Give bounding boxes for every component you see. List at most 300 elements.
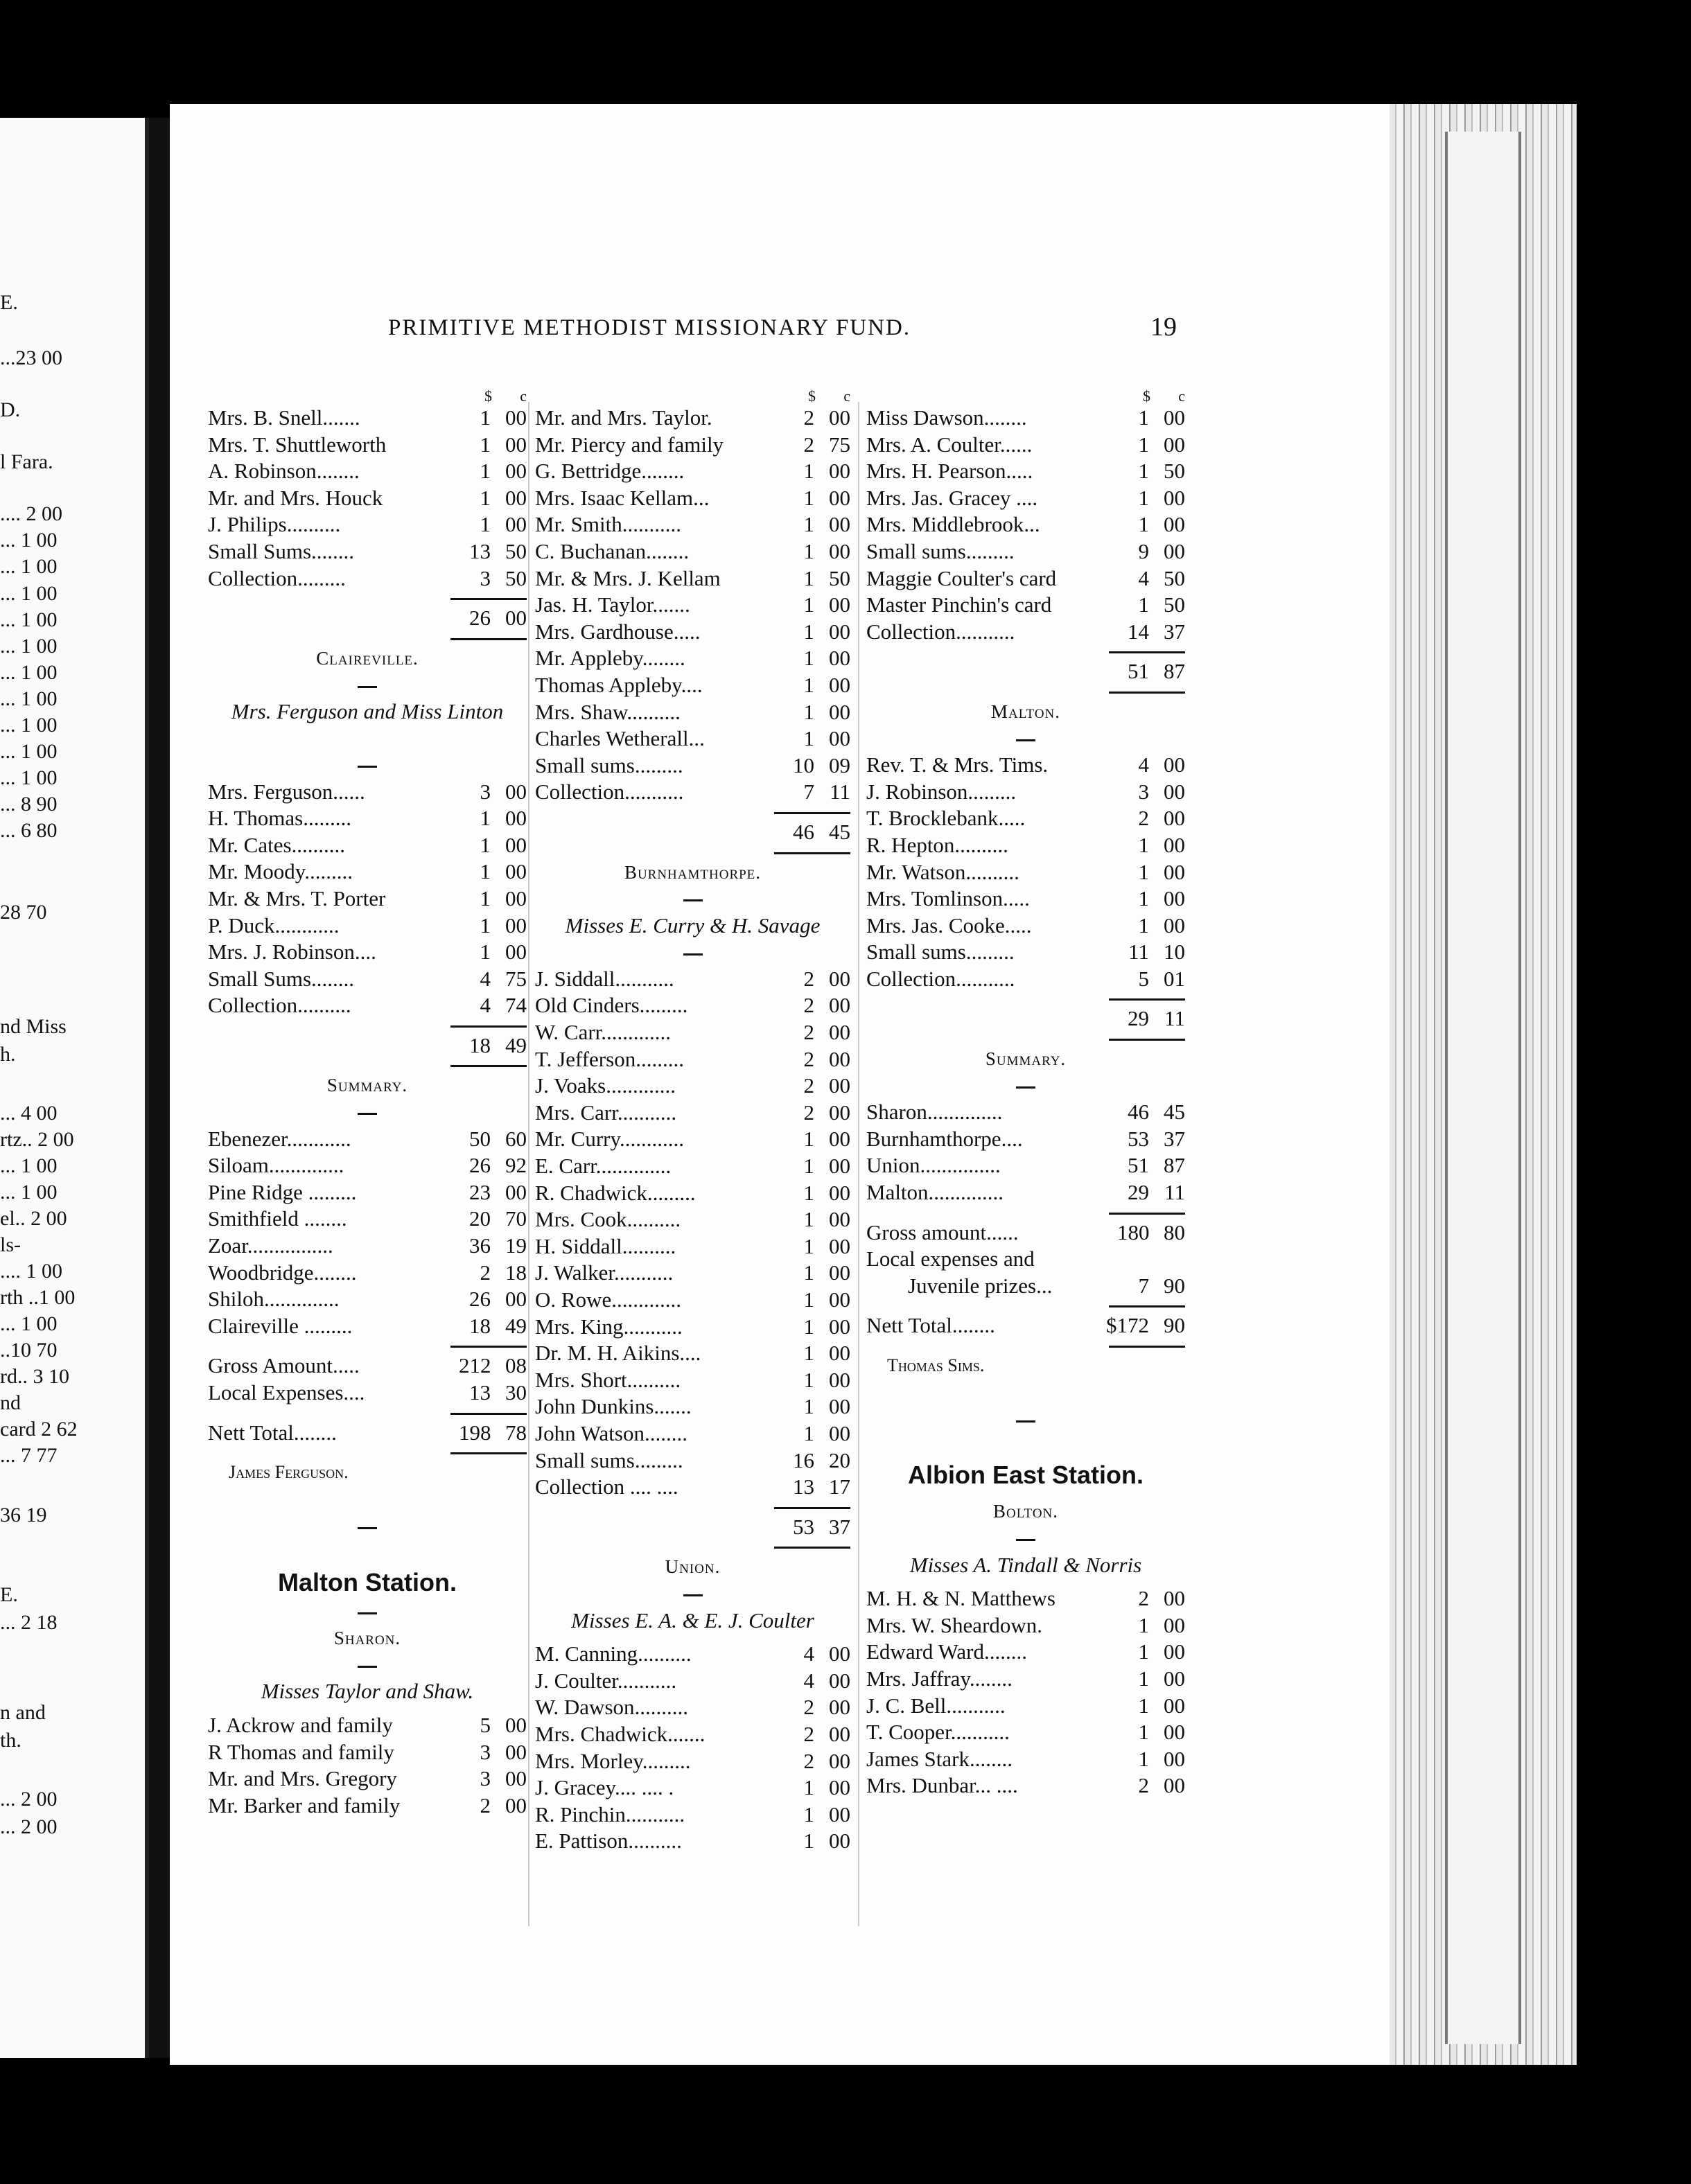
cents-value: 00 [829, 485, 850, 510]
entry-name: Small sums......... [535, 752, 683, 777]
summary-list [208, 1126, 527, 1340]
list-item [535, 538, 850, 565]
list-item [208, 832, 527, 859]
cents-value: 00 [829, 993, 850, 1018]
list-item [535, 1153, 850, 1180]
dollars-value: 7 [803, 780, 814, 804]
entry-name: Malton.............. [866, 1180, 1004, 1205]
cents-value: 00 [505, 405, 527, 430]
entry-name: R Thomas and family [208, 1739, 394, 1764]
list-item [535, 1126, 850, 1153]
entry-name: Mr. Barker and family [208, 1793, 401, 1817]
section-title: Sharon. [333, 1628, 401, 1649]
dollars-value: 2 [1138, 1773, 1149, 1798]
list-item [208, 858, 527, 886]
cents-value: 00 [1164, 512, 1185, 537]
entry-name: J. Coulter........... [535, 1668, 677, 1693]
dollars-value: 4 [803, 1641, 814, 1666]
dollars-value: 1 [1138, 432, 1149, 457]
list-item [535, 725, 850, 752]
cents-value: 19 [505, 1233, 527, 1258]
dollars-value: 1 [480, 512, 491, 537]
entry-name: Collection........... [866, 966, 1015, 991]
entry-name: Mrs. J. Robinson.... [208, 940, 376, 965]
cents-value: 70 [505, 1206, 527, 1231]
entry-name: Mrs. Jas. Cooke..... [866, 913, 1032, 937]
cents-value: 00 [829, 1829, 850, 1853]
list-item [535, 779, 850, 806]
entry-name: A. Robinson........ [208, 459, 360, 484]
dollars-value: 18 [469, 1313, 491, 1338]
dollars-value: 2 [803, 405, 814, 430]
list-item [535, 672, 850, 699]
cents-value: 50 [1164, 592, 1185, 617]
cents-value: 00 [505, 432, 527, 457]
dollars-value: 4 [480, 993, 491, 1018]
cents-value: 74 [505, 993, 527, 1018]
nett-total: Nett Total........ $172 90 [866, 1313, 1185, 1338]
sum-rule [208, 1407, 527, 1420]
cents-value: 00 [829, 1802, 850, 1826]
cents-value: 00 [829, 1748, 850, 1773]
cents-value: 49 [505, 1313, 527, 1338]
list-item [208, 1233, 527, 1260]
collectors: Mrs. Ferguson and Miss Linton [231, 698, 504, 723]
entry-name: J. Ackrow and family [208, 1712, 393, 1737]
cents-value: 17 [829, 1474, 850, 1499]
entry-name: Small sums......... [535, 1447, 683, 1472]
list-item [535, 432, 850, 459]
facing-page-text: ..10 70 [0, 1339, 58, 1362]
dollars-value: 4 [803, 1668, 814, 1693]
section-total: 53 37 [793, 1514, 850, 1539]
entry-name: Mrs. Jas. Gracey .... [866, 485, 1038, 510]
dollars-value: 1 [803, 1260, 814, 1285]
list-item [866, 405, 1185, 432]
cents-value: 00 [829, 699, 850, 724]
cents-value: 00 [1164, 752, 1185, 777]
entry-name: G. Bettridge........ [535, 459, 685, 484]
cents-value: 00 [829, 1287, 850, 1312]
facing-page-text: .... 1 00 [0, 1260, 62, 1283]
cents-value: 00 [829, 1180, 850, 1205]
entry-name: W. Carr............. [535, 1020, 672, 1045]
cents-value: 00 [829, 1668, 850, 1693]
dollars-value: 1 [480, 459, 491, 484]
cents-value: 18 [505, 1260, 527, 1285]
entry-name: Mrs. T. Shuttleworth [208, 432, 387, 457]
gross-amount: Gross Amount..... 212 08 [208, 1353, 527, 1378]
cents-value: 00 [829, 1420, 850, 1445]
divider-dash [208, 1099, 527, 1126]
list-item [535, 752, 850, 780]
entry-name: Mrs. Chadwick....... [535, 1721, 706, 1746]
facing-page-text: .... 2 00 [0, 502, 62, 525]
entry-name: Pine Ridge ......... [208, 1179, 357, 1204]
sum-rule [208, 1059, 527, 1072]
cents-value: 00 [829, 1314, 850, 1339]
list-item [208, 538, 527, 565]
facing-page-text: ... 1 00 [0, 635, 58, 658]
cents-value: 00 [1164, 432, 1185, 457]
list-item [535, 1774, 850, 1802]
list-item [535, 699, 850, 726]
dollars-value: 1 [803, 1127, 814, 1152]
cents-value: 00 [829, 1641, 850, 1666]
list-item [535, 1287, 850, 1314]
facing-page-text: ... 1 00 [0, 687, 58, 710]
dollars-value: 23 [469, 1179, 491, 1204]
cents-value: 00 [829, 1260, 850, 1285]
entry-name: Dr. M. H. Aikins.... [535, 1341, 701, 1366]
entry-name: Mr. and Mrs. Taylor. [535, 405, 712, 430]
dollars-value: 26 [469, 1287, 491, 1312]
entry-name: Ebenezer............ [208, 1126, 351, 1151]
dollars-value: 1 [1138, 1612, 1149, 1637]
dollars-value: 2 [1138, 1586, 1149, 1611]
list-item [208, 1793, 527, 1820]
list-item [208, 1313, 527, 1340]
dollars-value: 11 [1128, 940, 1149, 965]
collectors: Misses Taylor and Shaw. [261, 1679, 474, 1704]
list-item [208, 805, 527, 832]
entry-name: Mrs. H. Pearson..... [866, 459, 1033, 484]
list-item [535, 1474, 850, 1501]
list-item [208, 1712, 527, 1739]
list-item [866, 779, 1185, 806]
facing-page-text: D. [0, 398, 21, 421]
list-item [866, 859, 1185, 886]
sum-rule [208, 1339, 527, 1353]
list-item [866, 939, 1185, 966]
sum-rule [535, 1540, 850, 1553]
cents-value: 10 [1164, 940, 1185, 965]
dollars-value: 1 [480, 859, 491, 884]
collectors: Misses E. A. & E. J. Coulter [571, 1608, 814, 1632]
dollars-value: 1 [1138, 886, 1149, 911]
column-1 [208, 388, 527, 1819]
list-item [866, 538, 1185, 565]
list-item [535, 1802, 850, 1829]
dollars-value: 1 [803, 512, 814, 537]
sum-rule [535, 806, 850, 819]
list-item [535, 1420, 850, 1447]
list-item [208, 1152, 527, 1179]
entry-name: Mr. Cates.......... [208, 832, 346, 857]
facing-page-text: ... 1 00 [0, 1154, 58, 1177]
dollars-value: 1 [803, 485, 814, 510]
cents-value: 37 [1164, 1126, 1185, 1151]
facing-page-text: rth ..1 00 [0, 1286, 76, 1309]
dollars-value: 1 [480, 405, 491, 430]
running-title: PRIMITIVE METHODIST MISSIONARY FUND. [388, 315, 911, 340]
cents-value: 00 [505, 485, 527, 510]
cents-value: 00 [505, 1179, 527, 1204]
entry-name: Mrs. Middlebrook... [866, 512, 1040, 537]
facing-page-text: ... 1 00 [0, 714, 58, 737]
cents-value: 00 [829, 1154, 850, 1179]
dollars-value: 1 [480, 940, 491, 965]
cents-value: 00 [505, 1287, 527, 1312]
list-item [535, 485, 850, 512]
cents-value: 00 [1164, 806, 1185, 831]
cents-value: 00 [1164, 1666, 1185, 1691]
facing-page-text: E. [0, 291, 18, 314]
dollars-value: 2 [480, 1260, 491, 1285]
section-title: Union. [665, 1556, 721, 1578]
list-item [535, 1828, 850, 1855]
entry-name: Rev. T. & Mrs. Tims. [866, 752, 1049, 777]
entry-name: T. Cooper........... [866, 1720, 1010, 1745]
entry-name: Maggie Coulter's card [866, 565, 1057, 590]
cents-value: 87 [1164, 1153, 1185, 1178]
dollars-value: 1 [1138, 832, 1149, 857]
entry-name: H. Thomas......... [208, 806, 351, 831]
collectors: Misses E. Curry & H. Savage [565, 913, 821, 937]
cents-value: 00 [505, 1739, 527, 1764]
section-title: Bolton. [992, 1501, 1059, 1522]
dollars-value: 5 [1138, 966, 1149, 991]
summary-list [866, 1099, 1185, 1206]
entry-name: Mrs. Short.......... [535, 1367, 681, 1392]
facing-page-text: ... 1 00 [0, 608, 58, 631]
entry-name: Collection........... [866, 619, 1015, 644]
cents-value: 20 [829, 1447, 850, 1472]
entry-name: Mr. Curry............ [535, 1127, 684, 1152]
dollars-value: 1 [480, 832, 491, 857]
entry-name: J. Voaks............. [535, 1073, 676, 1098]
cents-value: 00 [829, 538, 850, 563]
dollars-value: 2 [480, 1793, 491, 1817]
facing-page-text: ... 6 80 [0, 819, 58, 842]
dollars-value: 1 [1138, 459, 1149, 484]
entry-name: J. C. Bell........... [866, 1693, 1006, 1718]
cents-value: 92 [505, 1153, 527, 1178]
list-item [866, 1719, 1185, 1746]
dollars-value: 20 [469, 1206, 491, 1231]
facing-page-text: 36 19 [0, 1504, 47, 1526]
entry-name: Collection........... [535, 780, 684, 804]
entry-name: Mrs. King........... [535, 1314, 683, 1339]
divider-dash [535, 939, 850, 966]
local-expenses-label: Local expenses and [866, 1247, 1035, 1271]
entry-name: Smithfield ........ [208, 1206, 347, 1231]
entry-name: J. Siddall........... [535, 966, 674, 991]
dollars-value: 2 [803, 1695, 814, 1720]
list-item [535, 619, 850, 646]
entry-name: Burnhamthorpe.... [866, 1126, 1023, 1151]
entry-name: Mr. Appleby........ [535, 646, 685, 671]
cents-value: 00 [829, 619, 850, 644]
entry-name: R. Hepton.......... [866, 832, 1008, 857]
cents-value: 00 [505, 940, 527, 965]
cents-value: 00 [1164, 1586, 1185, 1611]
station-title: Albion East Station. [907, 1461, 1144, 1490]
dollars-value: 2 [803, 1721, 814, 1746]
dollars-value: 1 [803, 726, 814, 751]
entry-name: Claireville ......... [208, 1313, 353, 1338]
dollars-value: 3 [480, 779, 491, 804]
facing-page-text: ... 1 00 [0, 555, 58, 578]
list-item [866, 1126, 1185, 1153]
section-title: Burnhamthorpe. [624, 861, 762, 883]
facing-page-text: rtz.. 2 00 [0, 1128, 74, 1151]
dollars-value: 50 [469, 1126, 491, 1151]
entry-name: Mrs. Carr........... [535, 1100, 677, 1125]
entry-name: J. Gracey.... .... . [535, 1775, 674, 1800]
entry-name: Jas. H. Taylor....... [535, 592, 690, 617]
entry-name: Mrs. W. Sheardown. [866, 1612, 1043, 1637]
list-item [208, 1739, 527, 1766]
currency-header: $ c [1143, 387, 1185, 405]
local-expenses: Local Expenses.... 13 30 [208, 1380, 527, 1404]
dollars-value: 46 [1128, 1100, 1149, 1125]
facing-page-text: h. [0, 1043, 16, 1066]
sum-rule [866, 645, 1185, 658]
dollars-value: 1 [480, 913, 491, 937]
list-item [535, 1260, 850, 1287]
list-item [208, 913, 527, 940]
section-total: 51 87 [1128, 659, 1185, 684]
facing-page-text: n and [0, 1701, 46, 1724]
dollars-value: 1 [803, 459, 814, 484]
cents-value: 00 [829, 1207, 850, 1232]
entry-name: Mrs. Morley......... [535, 1748, 691, 1773]
entry-list [208, 1712, 527, 1819]
cents-value: 00 [829, 1695, 850, 1720]
dollars-value: 1 [803, 1207, 814, 1232]
cents-value: 00 [505, 913, 527, 937]
entry-name: M. H. & N. Matthews [866, 1586, 1055, 1611]
cents-value: 00 [829, 1394, 850, 1419]
cents-value: 00 [1164, 1746, 1185, 1771]
entry-list [535, 966, 850, 1501]
cents-value: 50 [829, 565, 850, 590]
entry-name: T. Brocklebank..... [866, 806, 1026, 831]
cents-value: 00 [829, 512, 850, 537]
list-item [535, 966, 850, 993]
cents-value: 50 [1164, 459, 1185, 484]
facing-page-text: ... 2 00 [0, 1788, 58, 1811]
list-item [535, 565, 850, 592]
sum-rule [866, 1206, 1185, 1219]
currency-header: $ c [808, 387, 850, 405]
list-item [866, 619, 1185, 646]
dollars-value: 53 [1128, 1126, 1149, 1151]
list-item [866, 913, 1185, 940]
cents-value: 00 [829, 1233, 850, 1258]
list-item [208, 1126, 527, 1153]
cents-value: 00 [829, 405, 850, 430]
list-item [208, 405, 527, 432]
entry-name: J. Philips.......... [208, 512, 341, 537]
list-item [208, 1286, 527, 1313]
divider-dash [208, 1652, 527, 1679]
cents-value: 00 [505, 779, 527, 804]
list-item [535, 1393, 850, 1420]
facing-page-text: el.. 2 00 [0, 1207, 67, 1230]
divider-dash [208, 1513, 527, 1540]
cents-value: 00 [505, 1793, 527, 1817]
dollars-value: 1 [1138, 1720, 1149, 1745]
cents-value: 00 [829, 1341, 850, 1366]
dollars-value: 1 [803, 1775, 814, 1800]
list-item [535, 1046, 850, 1073]
entry-name: Mrs. Tomlinson..... [866, 886, 1030, 911]
list-item [866, 1179, 1185, 1206]
dollars-value: 1 [803, 1233, 814, 1258]
cents-value: 00 [829, 1367, 850, 1392]
dollars-value: 4 [1138, 565, 1149, 590]
section-total: 18 49 [469, 1032, 527, 1057]
dollars-value: 2 [803, 993, 814, 1018]
list-item [535, 1019, 850, 1046]
cents-value: 50 [505, 538, 527, 563]
facing-page-text: nd Miss [0, 1015, 67, 1038]
list-item [535, 458, 850, 485]
section-total: 46 45 [793, 819, 850, 844]
dollars-value: 1 [803, 1420, 814, 1445]
list-item [208, 1765, 527, 1793]
dollars-value: 1 [1138, 1693, 1149, 1718]
list-item [208, 992, 527, 1019]
dollars-value: 1 [803, 1314, 814, 1339]
entry-name: E. Carr.............. [535, 1154, 672, 1179]
cents-value: 60 [505, 1126, 527, 1151]
list-item [866, 752, 1185, 779]
facing-page-text: E. [0, 1583, 18, 1606]
cents-value: 00 [829, 1721, 850, 1746]
signature: Thomas Sims. [887, 1355, 985, 1375]
dollars-value: 1 [480, 485, 491, 510]
entry-name: Mrs. Shaw.......... [535, 699, 681, 724]
entry-name: C. Buchanan........ [535, 538, 690, 563]
entry-name: Mr. Watson.......... [866, 859, 1019, 884]
entry-name: Miss Dawson........ [866, 405, 1027, 430]
entry-list [535, 1641, 850, 1855]
dollars-value: 1 [803, 565, 814, 590]
cents-value: 00 [829, 1100, 850, 1125]
cents-value: 00 [829, 672, 850, 697]
list-item [535, 1668, 850, 1695]
cents-value: 11 [830, 780, 850, 804]
dollars-value: 2 [803, 1073, 814, 1098]
sum-rule [535, 1501, 850, 1514]
entry-name: Mrs. B. Snell....... [208, 405, 360, 430]
entry-name: James Stark........ [866, 1746, 1013, 1771]
entry-name: P. Duck............ [208, 913, 340, 937]
cents-value: 00 [1164, 538, 1185, 563]
summary-title: Summary. [985, 1048, 1067, 1070]
dollars-value: 1 [803, 646, 814, 671]
entry-list [866, 752, 1185, 992]
facing-page-text: ... 2 00 [0, 1815, 58, 1838]
list-item [535, 405, 850, 432]
entry-name: Mrs. Gardhouse..... [535, 619, 701, 644]
dollars-value: 1 [803, 672, 814, 697]
dollars-value: 26 [469, 1153, 491, 1178]
dollars-value: 36 [469, 1233, 491, 1258]
local-expenses: Juvenile prizes... 7 90 [908, 1273, 1185, 1298]
facing-page-text: ... 1 00 [0, 766, 58, 789]
section-total: 29 11 [1128, 1006, 1185, 1031]
entry-name: Mrs. Isaac Kellam... [535, 485, 710, 510]
list-item [866, 1693, 1185, 1720]
summary-title: Summary. [326, 1075, 408, 1096]
list-item [208, 485, 527, 512]
entry-name: Mrs. A. Coulter...... [866, 432, 1033, 457]
entry-name: Edward Ward........ [866, 1639, 1027, 1664]
